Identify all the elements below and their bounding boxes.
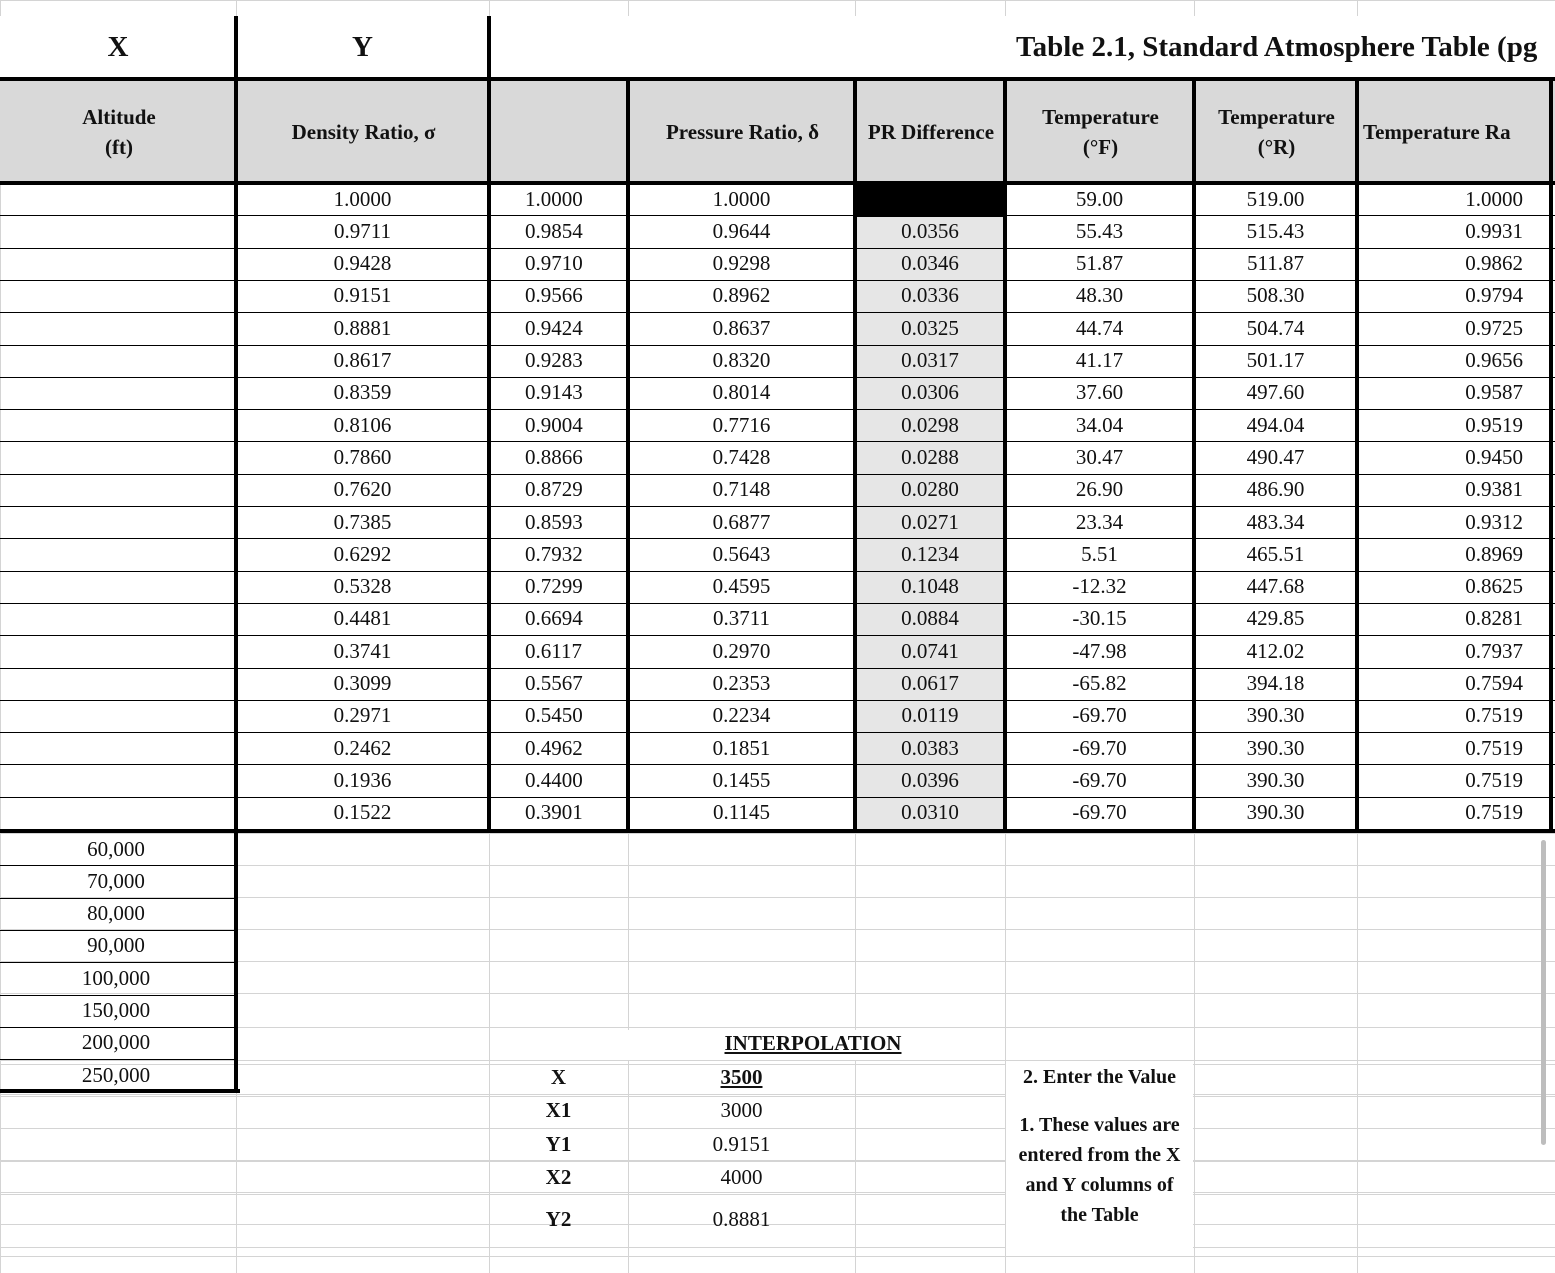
cell-tempR[interactable]: 447.68 bbox=[1246, 574, 1305, 599]
border-v bbox=[234, 16, 238, 81]
cell-density[interactable]: 0.2462 bbox=[333, 735, 392, 760]
cell-diff[interactable]: 0.0306 bbox=[901, 380, 959, 405]
row-divider bbox=[0, 1027, 236, 1028]
label-x[interactable]: X bbox=[107, 30, 129, 63]
cell-altitude[interactable] bbox=[4, 506, 232, 538]
cell-diff[interactable]: 0.0298 bbox=[901, 412, 959, 437]
cell-col3[interactable]: 0.8866 bbox=[525, 444, 583, 469]
cell-tempF[interactable]: 59.00 bbox=[1075, 186, 1124, 211]
cell-altitude-extra[interactable]: 200,000 bbox=[81, 1030, 151, 1055]
cell-diff[interactable]: 0.0383 bbox=[901, 735, 959, 760]
gridline-h bbox=[0, 1247, 1555, 1248]
cell-diff[interactable]: 0.1234 bbox=[901, 541, 959, 566]
border-v bbox=[1355, 81, 1359, 833]
border-v bbox=[626, 81, 630, 833]
cell-tempR[interactable]: 494.04 bbox=[1246, 412, 1305, 437]
cell-pressure[interactable]: 0.3711 bbox=[713, 606, 770, 631]
cell-col3[interactable]: 0.6117 bbox=[525, 638, 582, 663]
interp-value[interactable]: 0.8881 bbox=[712, 1207, 771, 1232]
cell-tempF[interactable]: 5.51 bbox=[1081, 541, 1118, 566]
cell-altitude[interactable] bbox=[4, 668, 232, 700]
cell-ratio[interactable]: 1.0000 bbox=[1465, 186, 1523, 211]
cell-tempR[interactable]: 412.02 bbox=[1246, 638, 1305, 663]
cell-tempR[interactable]: 508.30 bbox=[1246, 283, 1305, 308]
cell-altitude[interactable] bbox=[4, 248, 232, 280]
note-values-source[interactable]: 1. These values are entered from the X and Y columns of the Table bbox=[1018, 1114, 1181, 1226]
cell-altitude-extra[interactable]: 90,000 bbox=[87, 933, 145, 958]
cell-pressure[interactable]: 0.8962 bbox=[712, 283, 771, 308]
cell-pressure[interactable]: 0.2353 bbox=[712, 671, 771, 696]
row-divider bbox=[0, 995, 236, 996]
interp-label[interactable]: X2 bbox=[545, 1164, 572, 1189]
header-temp-r[interactable]: Temperature (°R) bbox=[1218, 104, 1335, 159]
cell-tempF[interactable]: 37.60 bbox=[1075, 380, 1124, 405]
border-v bbox=[1549, 81, 1553, 833]
header-blank[interactable] bbox=[495, 81, 624, 183]
cell-tempF[interactable]: -69.70 bbox=[1072, 800, 1127, 825]
cell-pressure[interactable]: 0.7428 bbox=[712, 444, 771, 469]
header-density[interactable]: Density Ratio, σ bbox=[291, 119, 436, 144]
cell-density[interactable]: 0.8106 bbox=[333, 412, 392, 437]
cell-col3[interactable]: 0.7932 bbox=[525, 541, 583, 566]
cell-altitude[interactable] bbox=[4, 345, 232, 377]
cell-tempR[interactable]: 497.60 bbox=[1246, 380, 1305, 405]
interp-value[interactable]: 4000 bbox=[720, 1164, 763, 1189]
cell-tempR[interactable]: 504.74 bbox=[1246, 315, 1305, 340]
cell-pressure[interactable]: 0.2970 bbox=[712, 638, 771, 663]
cell-tempF[interactable]: 30.47 bbox=[1075, 444, 1124, 469]
cell-ratio[interactable]: 0.8281 bbox=[1465, 606, 1523, 631]
cell-tempR[interactable]: 490.47 bbox=[1246, 444, 1305, 469]
cell-tempF[interactable]: 48.30 bbox=[1075, 283, 1124, 308]
cell-tempR[interactable]: 390.30 bbox=[1246, 703, 1305, 728]
cell-altitude-extra[interactable]: 150,000 bbox=[81, 998, 151, 1023]
cell-ratio[interactable]: 0.7594 bbox=[1465, 671, 1523, 696]
cell-col3[interactable]: 0.8729 bbox=[525, 477, 583, 502]
interp-label[interactable]: X1 bbox=[545, 1098, 572, 1123]
row-divider bbox=[0, 930, 236, 931]
cell-pressure[interactable]: 0.2234 bbox=[712, 703, 771, 728]
interp-label[interactable]: Y2 bbox=[545, 1207, 572, 1232]
cell-ratio[interactable]: 0.9450 bbox=[1465, 444, 1523, 469]
interpolation-title[interactable]: INTERPOLATION bbox=[724, 1031, 902, 1056]
cell-diff[interactable]: 0.0741 bbox=[901, 638, 959, 663]
cell-ratio[interactable]: 0.9931 bbox=[1465, 218, 1523, 243]
label-y[interactable]: Y bbox=[352, 30, 373, 63]
cell-diff[interactable]: 0.0336 bbox=[901, 283, 959, 308]
cell-altitude[interactable] bbox=[4, 312, 232, 344]
cell-tempF[interactable]: -69.70 bbox=[1072, 703, 1127, 728]
cell-pressure[interactable]: 0.8637 bbox=[712, 315, 771, 340]
cell-pressure[interactable]: 0.9644 bbox=[712, 218, 771, 243]
cell-tempF[interactable]: -12.32 bbox=[1072, 574, 1127, 599]
cell-altitude[interactable] bbox=[4, 797, 232, 829]
cell-diff[interactable]: 0.0356 bbox=[901, 218, 959, 243]
cell-tempR[interactable]: 390.30 bbox=[1246, 800, 1305, 825]
cell-col3[interactable]: 0.5567 bbox=[525, 671, 583, 696]
cell-density[interactable]: 0.7860 bbox=[333, 444, 392, 469]
cell-ratio[interactable]: 0.9519 bbox=[1465, 412, 1523, 437]
cell-altitude[interactable] bbox=[4, 603, 232, 635]
cell-ratio[interactable]: 0.8625 bbox=[1465, 574, 1523, 599]
cell-pressure[interactable]: 0.9298 bbox=[712, 251, 771, 276]
cell-col3[interactable]: 0.9710 bbox=[525, 251, 583, 276]
cell-tempF[interactable]: -47.98 bbox=[1072, 638, 1127, 663]
cell-altitude[interactable] bbox=[4, 280, 232, 312]
interp-value[interactable]: 0.9151 bbox=[712, 1131, 771, 1156]
interp-label[interactable]: X bbox=[550, 1064, 567, 1089]
cell-ratio[interactable]: 0.9312 bbox=[1465, 509, 1523, 534]
cell-pressure[interactable]: 0.8320 bbox=[712, 348, 771, 373]
cell-tempR[interactable]: 429.85 bbox=[1246, 606, 1305, 631]
cell-altitude[interactable] bbox=[4, 474, 232, 506]
row-divider bbox=[0, 865, 236, 866]
header-temp-ratio[interactable]: Temperature Ra bbox=[1363, 119, 1511, 144]
cell-altitude[interactable] bbox=[4, 764, 232, 796]
cell-tempR[interactable]: 465.51 bbox=[1246, 541, 1305, 566]
cell-altitude-extra[interactable]: 80,000 bbox=[87, 901, 145, 926]
cell-ratio[interactable]: 0.7519 bbox=[1465, 800, 1523, 825]
border-v bbox=[1192, 81, 1196, 833]
cell-tempR[interactable]: 486.90 bbox=[1246, 477, 1305, 502]
cell-ratio[interactable]: 0.9656 bbox=[1465, 348, 1523, 373]
cell-diff[interactable]: 0.1048 bbox=[901, 574, 959, 599]
cell-pressure[interactable]: 0.7716 bbox=[712, 412, 771, 437]
interp-label[interactable]: Y1 bbox=[545, 1131, 572, 1156]
cell-density[interactable]: 0.3099 bbox=[333, 671, 392, 696]
cell-density[interactable]: 0.8617 bbox=[333, 348, 392, 373]
cell-ratio[interactable]: 0.7519 bbox=[1465, 703, 1523, 728]
cell-density[interactable]: 0.7385 bbox=[333, 509, 392, 534]
cell-diff[interactable]: 0.0396 bbox=[901, 767, 959, 792]
cell-diff[interactable]: 0.0288 bbox=[901, 444, 959, 469]
cell-ratio[interactable]: 0.8969 bbox=[1465, 541, 1523, 566]
cell-pressure[interactable]: 0.1455 bbox=[712, 767, 771, 792]
cell-col3[interactable]: 0.4400 bbox=[525, 767, 583, 792]
cell-ratio[interactable]: 0.7937 bbox=[1465, 638, 1523, 663]
border-v bbox=[1003, 81, 1007, 833]
cell-diff[interactable]: 0.0310 bbox=[901, 800, 959, 825]
cell-ratio[interactable]: 0.9862 bbox=[1465, 251, 1523, 276]
cell-pressure[interactable]: 0.4595 bbox=[712, 574, 771, 599]
cell-col3[interactable]: 0.9143 bbox=[525, 380, 583, 405]
cell-col3[interactable]: 0.7299 bbox=[525, 574, 583, 599]
border-v bbox=[487, 81, 491, 833]
interp-value[interactable]: 3500 bbox=[720, 1064, 763, 1089]
cell-density[interactable]: 0.9711 bbox=[334, 218, 391, 243]
cell-density[interactable]: 0.8359 bbox=[333, 380, 392, 405]
cell-density[interactable]: 0.4481 bbox=[333, 606, 392, 631]
cell-tempF[interactable]: 34.04 bbox=[1075, 412, 1124, 437]
cell-density[interactable]: 0.9428 bbox=[333, 251, 392, 276]
cell-altitude[interactable] bbox=[4, 409, 232, 441]
cell-diff[interactable]: 0.0325 bbox=[901, 315, 959, 340]
cell-tempR[interactable]: 390.30 bbox=[1246, 767, 1305, 792]
cell-pressure[interactable]: 0.1145 bbox=[713, 800, 770, 825]
cell-tempF[interactable]: 44.74 bbox=[1075, 315, 1124, 340]
note-enter-value[interactable]: 2. Enter the Value bbox=[1023, 1066, 1176, 1088]
gridline-h bbox=[0, 1256, 1555, 1257]
row-divider bbox=[0, 898, 236, 899]
cell-tempF[interactable]: -69.70 bbox=[1072, 735, 1127, 760]
cell-tempR[interactable]: 483.34 bbox=[1246, 509, 1305, 534]
cell-altitude[interactable] bbox=[4, 215, 232, 247]
border-v bbox=[853, 81, 857, 833]
cell-tempR[interactable]: 515.43 bbox=[1246, 218, 1305, 243]
border-v bbox=[487, 16, 491, 81]
cell-col3[interactable]: 0.5450 bbox=[525, 703, 583, 728]
cell-density[interactable]: 0.5328 bbox=[333, 574, 392, 599]
cell-diff[interactable]: 0.0317 bbox=[901, 348, 959, 373]
cell-density[interactable]: 0.3741 bbox=[333, 638, 392, 663]
cell-density[interactable]: 0.9151 bbox=[333, 283, 392, 308]
cell-tempF[interactable]: -65.82 bbox=[1072, 671, 1127, 696]
cell-diff[interactable]: 0.0271 bbox=[901, 509, 959, 534]
cell-tempF[interactable]: 55.43 bbox=[1075, 218, 1124, 243]
cell-diff[interactable]: 0.0346 bbox=[901, 251, 959, 276]
cell-density[interactable]: 0.6292 bbox=[333, 541, 392, 566]
cell-pressure[interactable]: 0.1851 bbox=[712, 735, 771, 760]
cell-altitude-extra[interactable]: 60,000 bbox=[87, 836, 145, 861]
cell-density[interactable]: 1.0000 bbox=[333, 186, 392, 211]
cell-tempR[interactable]: 511.87 bbox=[1247, 251, 1304, 276]
cell-col3[interactable]: 0.6694 bbox=[525, 606, 583, 631]
cell-density[interactable]: 0.8881 bbox=[333, 315, 392, 340]
cell-tempF[interactable]: -69.70 bbox=[1072, 767, 1127, 792]
cell-ratio[interactable]: 0.7519 bbox=[1465, 735, 1523, 760]
cell-col3[interactable]: 0.9283 bbox=[525, 348, 583, 373]
cell-tempF[interactable]: 41.17 bbox=[1075, 348, 1124, 373]
cell-col3[interactable]: 0.9424 bbox=[525, 315, 583, 340]
cell-pressure[interactable]: 0.5643 bbox=[712, 541, 771, 566]
vertical-scrollbar[interactable] bbox=[1541, 840, 1546, 1145]
row-divider bbox=[0, 1059, 236, 1060]
cell-altitude[interactable] bbox=[4, 700, 232, 732]
cell-tempR[interactable]: 501.17 bbox=[1246, 348, 1305, 373]
cell-ratio[interactable]: 0.9794 bbox=[1465, 283, 1523, 308]
cell-pressure[interactable]: 0.6877 bbox=[712, 509, 771, 534]
cell-pressure[interactable]: 0.8014 bbox=[712, 380, 771, 405]
border-v bbox=[234, 81, 238, 1091]
cell-tempF[interactable]: 51.87 bbox=[1075, 251, 1124, 276]
cell-pressure[interactable]: 1.0000 bbox=[712, 186, 771, 211]
cell-diff[interactable]: 0.0617 bbox=[901, 671, 959, 696]
cell-density[interactable]: 0.1522 bbox=[333, 800, 392, 825]
cell-altitude[interactable] bbox=[4, 377, 232, 409]
cell-density[interactable]: 0.7620 bbox=[333, 477, 392, 502]
cell-altitude-extra[interactable]: 250,000 bbox=[81, 1062, 151, 1087]
cell-ratio[interactable]: 0.7519 bbox=[1465, 767, 1523, 792]
cell-col3[interactable]: 0.3901 bbox=[525, 800, 583, 825]
table-title[interactable]: Table 2.1, Standard Atmosphere Table (pg bbox=[1016, 30, 1538, 63]
cell-pressure[interactable]: 0.7148 bbox=[712, 477, 771, 502]
gridline-h bbox=[0, 0, 1555, 1]
cell-altitude[interactable] bbox=[4, 538, 232, 570]
cell-diff[interactable]: 0.0884 bbox=[901, 606, 959, 631]
cell-diff[interactable]: 0.0119 bbox=[901, 703, 959, 728]
cell-ratio[interactable]: 0.9587 bbox=[1465, 380, 1523, 405]
cell-col3[interactable]: 0.8593 bbox=[525, 509, 583, 534]
cell-col3[interactable]: 0.4962 bbox=[525, 735, 583, 760]
cell-altitude-extra[interactable]: 100,000 bbox=[81, 965, 151, 990]
cell-diff[interactable]: 0.0280 bbox=[901, 477, 959, 502]
cell-col3[interactable]: 0.9854 bbox=[525, 218, 583, 243]
header-altitude[interactable]: Altitude (ft) bbox=[82, 104, 156, 159]
row-divider bbox=[0, 962, 236, 963]
cell-density[interactable]: 0.2971 bbox=[333, 703, 392, 728]
cell-col3[interactable]: 0.9004 bbox=[525, 412, 583, 437]
header-pressure[interactable]: Pressure Ratio, δ bbox=[665, 119, 820, 144]
border-extra-bottom bbox=[0, 1089, 240, 1093]
cell-altitude[interactable] bbox=[4, 183, 232, 215]
cell-altitude[interactable] bbox=[4, 635, 232, 667]
cell-altitude-extra[interactable]: 70,000 bbox=[87, 868, 145, 893]
cell-col3[interactable]: 0.9566 bbox=[525, 283, 583, 308]
cell-tempR[interactable]: 390.30 bbox=[1246, 735, 1305, 760]
cell-altitude[interactable] bbox=[4, 732, 232, 764]
cell-tempR[interactable]: 519.00 bbox=[1246, 186, 1305, 211]
cell-col3[interactable]: 1.0000 bbox=[525, 186, 583, 211]
cell-ratio[interactable]: 0.9725 bbox=[1465, 315, 1523, 340]
cell-altitude[interactable] bbox=[4, 441, 232, 473]
cell-diff[interactable] bbox=[859, 183, 1001, 215]
header-temp-f[interactable]: Temperature (°F) bbox=[1042, 104, 1159, 159]
cell-tempR[interactable]: 394.18 bbox=[1246, 671, 1305, 696]
cell-altitude[interactable] bbox=[4, 571, 232, 603]
cell-density[interactable]: 0.1936 bbox=[333, 767, 392, 792]
interp-value[interactable]: 3000 bbox=[720, 1098, 763, 1123]
cell-tempF[interactable]: 23.34 bbox=[1075, 509, 1124, 534]
cell-tempF[interactable]: -30.15 bbox=[1072, 606, 1127, 631]
header-pr-diff[interactable]: PR Difference bbox=[867, 119, 995, 144]
cell-tempF[interactable]: 26.90 bbox=[1075, 477, 1124, 502]
cell-ratio[interactable]: 0.9381 bbox=[1465, 477, 1523, 502]
